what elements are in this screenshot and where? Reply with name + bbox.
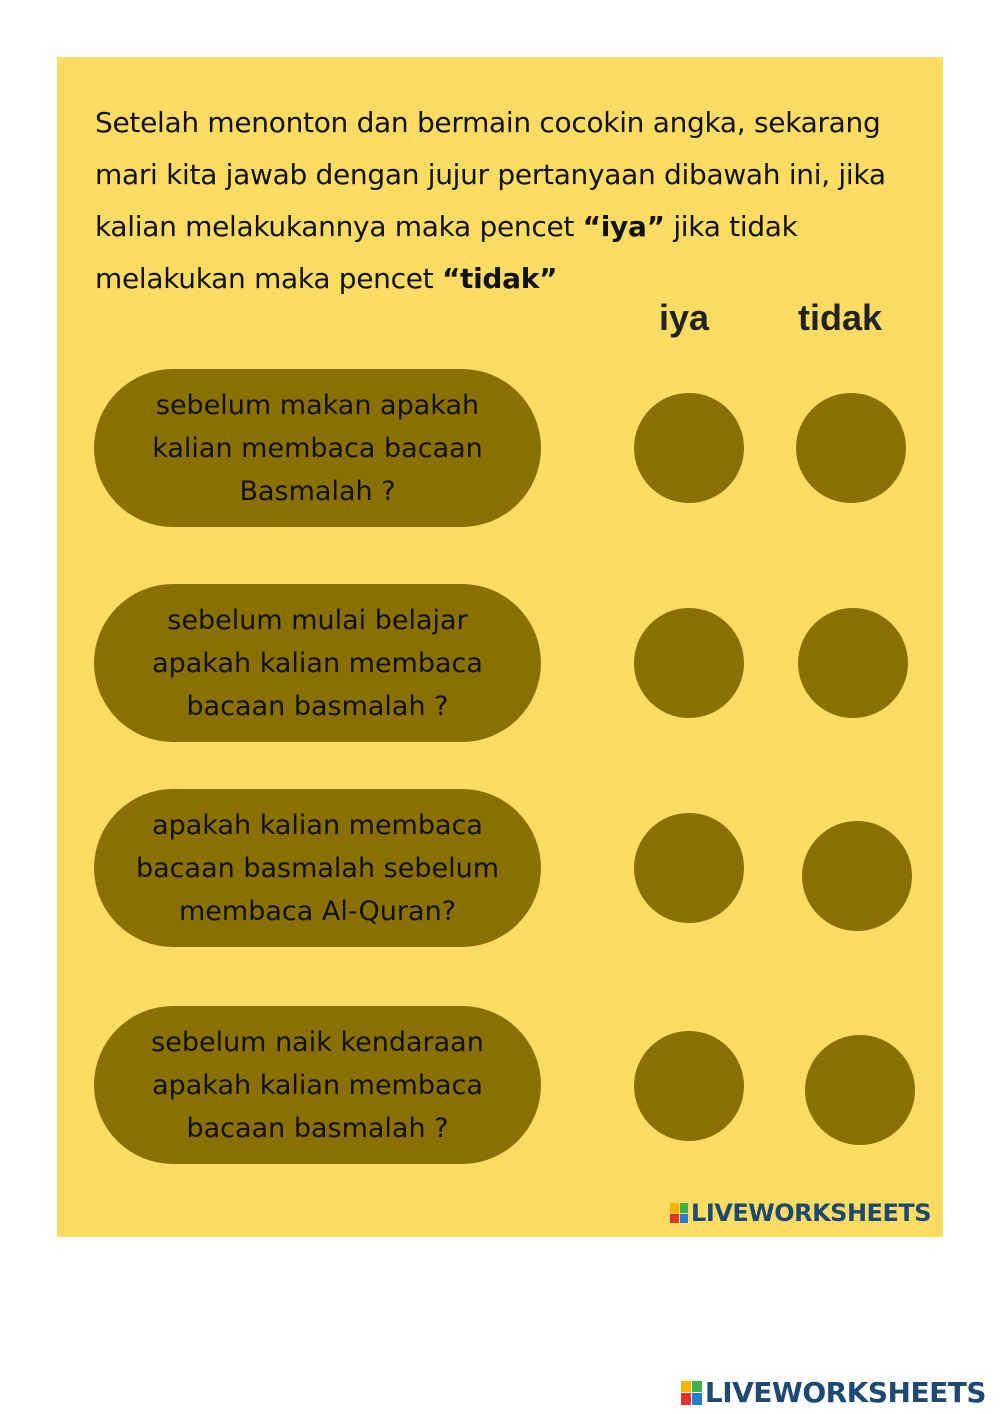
liveworksheets-logo-icon [681,1381,702,1405]
question-3-text: apakah kalian membaca bacaan basmalah sebelum membaca Al-Quran? [136,809,499,927]
question-2-tidak-button[interactable] [798,608,908,718]
instructions-part2: jika tidak melakukan maka pencet [95,210,798,295]
watermark-footer-text: LIVEWORKSHEETS [704,1376,986,1409]
question-4-text: sebelum naik kendaraan apakah kalian membaca bacaan basmalah ? [151,1026,484,1144]
question-3-tidak-button[interactable] [802,821,912,931]
instructions-part1: Setelah menonton dan bermain cocokin angka, sekarang mari kita jawab dengan jujur pertanyaan dibawah ini, jika kalian melakukannya maka pencet [95,106,886,243]
question-1-text: sebelum makan apakah kalian membaca bacaan Basmalah ? [152,389,483,507]
liveworksheets-logo-icon [670,1203,688,1223]
question-3-box [94,789,541,947]
question-4-iya-button[interactable] [634,1031,744,1141]
liveworksheets-watermark-inner [670,1199,931,1227]
question-3-iya-button[interactable] [634,813,744,923]
question-2-text: sebelum mulai belajar apakah kalian membaca bacaan basmalah ? [152,604,483,722]
instructions-iya-keyword: “iya” [582,210,665,243]
liveworksheets-watermark-footer [681,1376,986,1409]
worksheet-page [57,57,943,1237]
question-4-box [94,1006,541,1164]
instructions-text [95,97,925,305]
question-1-box [94,369,541,527]
column-header-tidak: tidak [797,297,883,338]
watermark-text: LIVEWORKSHEETS [691,1199,931,1227]
question-2-iya-button[interactable] [634,608,744,718]
question-4-tidak-button[interactable] [805,1035,915,1145]
question-1-tidak-button[interactable] [796,393,906,503]
instructions-tidak-keyword: “tidak” [441,262,558,295]
question-1-iya-button[interactable] [634,393,744,503]
question-2-box [94,584,541,742]
column-header-iya: iya [658,297,710,338]
